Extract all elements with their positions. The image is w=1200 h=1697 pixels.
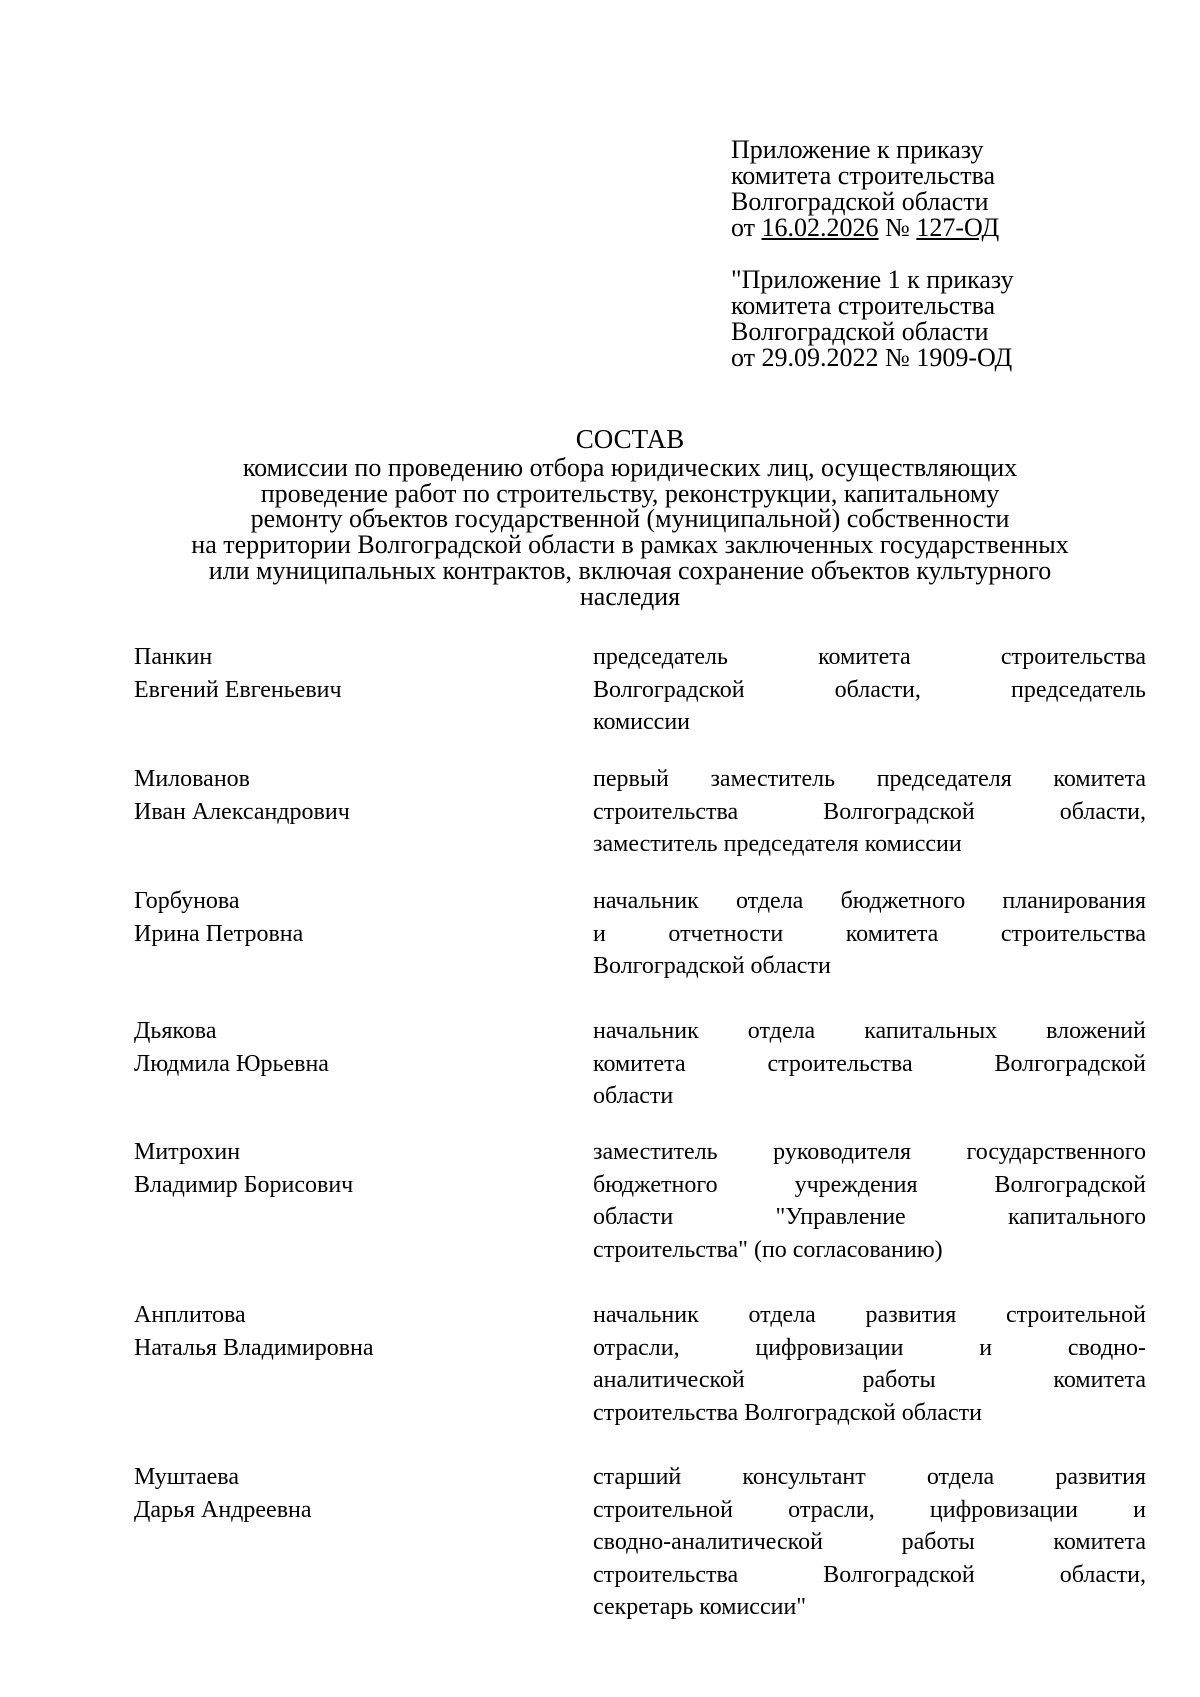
role-line: строительства Волгоградской области, <box>593 798 1146 825</box>
role-line: старший консультант отдела развития <box>593 1464 1146 1490</box>
header-date-line <box>731 215 1151 241</box>
title-line: наследия <box>579 581 681 611</box>
number-sign: № <box>878 213 917 242</box>
member-surname: Дьякова <box>134 1018 217 1044</box>
order-number: 127-ОД <box>916 213 1000 242</box>
member-surname: Панкин <box>134 644 213 670</box>
role-line: секретарь комиссии" <box>593 1594 807 1620</box>
role-line: начальник отдела капитальных вложений <box>593 1018 1146 1044</box>
appendix-header-previous <box>731 267 1151 371</box>
member-surname: Муштаева <box>134 1464 239 1490</box>
role-line: отрасли, цифровизации и сводно- <box>593 1334 1146 1361</box>
role-line: первый заместитель председателя комитета <box>593 766 1146 792</box>
title-line: комиссии по проведению отбора юридических лиц, осуществляющих <box>242 453 1018 482</box>
member-name <box>134 1461 574 1526</box>
document-title <box>120 425 1140 609</box>
title-line: на территории Волгоградской области в рамках заключенных государственных <box>191 530 1069 560</box>
role-line: строительства" (по согласованию) <box>593 1236 943 1263</box>
title-line: или муниципальных контрактов, включая сохранение объектов культурного <box>208 555 1052 585</box>
member-role <box>593 1136 1146 1266</box>
role-line: комитета строительства Волгоградской <box>593 1050 1146 1077</box>
role-line: аналитической работы комитета <box>593 1367 1146 1393</box>
header-line: "Приложение 1 к приказу <box>731 265 1014 294</box>
appendix-header-current <box>731 137 1151 241</box>
role-line: и отчетности комитета строительства <box>593 920 1146 947</box>
header-line: комитета строительства <box>731 161 996 190</box>
order-date: 16.02.2026 <box>761 213 879 242</box>
role-line: Волгоградской области, председатель <box>593 676 1146 703</box>
member-given-name: Людмила Юрьевна <box>134 1050 329 1077</box>
title-line: ремонту объектов государственной (муниципальной) собственности <box>250 504 1010 534</box>
role-line: председатель комитета строительства <box>593 644 1146 670</box>
member-role <box>593 1015 1146 1113</box>
role-line: начальник отдела развития строительной <box>593 1302 1146 1328</box>
member-surname: Анплитова <box>134 1302 246 1328</box>
member-role <box>593 763 1146 861</box>
member-surname: Милованов <box>134 766 251 792</box>
member-name <box>134 885 574 950</box>
member-given-name: Владимир Борисович <box>134 1171 354 1198</box>
header-line: Волгоградской области <box>731 187 989 216</box>
member-surname: Митрохин <box>134 1139 241 1165</box>
header-line: комитета строительства <box>731 291 996 320</box>
role-line: строительной отрасли, цифровизации и <box>593 1496 1146 1523</box>
member-given-name: Иван Александрович <box>134 798 350 825</box>
title-line: проведение работ по строительству, реконструкции, капитальному <box>260 478 1000 508</box>
member-name <box>134 763 574 828</box>
header-line: от 29.09.2022 № 1909-ОД <box>731 343 1013 372</box>
member-role <box>593 641 1146 739</box>
member-given-name: Наталья Владимировна <box>134 1334 374 1361</box>
member-name <box>134 1299 574 1364</box>
date-prefix: от <box>731 213 762 242</box>
role-line: области <box>593 1083 674 1109</box>
role-line: строительства Волгоградской области, <box>593 1561 1146 1588</box>
member-role <box>593 1461 1146 1624</box>
member-role <box>593 1299 1146 1429</box>
member-name <box>134 1015 574 1080</box>
role-line: заместитель председателя комиссии <box>593 831 962 857</box>
role-line: начальник отдела бюджетного планирования <box>593 888 1146 914</box>
member-given-name: Дарья Андреевна <box>134 1496 312 1523</box>
role-line: сводно-аналитической работы комитета <box>593 1529 1146 1555</box>
role-line: области "Управление капитального <box>593 1204 1146 1230</box>
header-line: Приложение к приказу <box>731 135 984 164</box>
role-line: заместитель руководителя государственного <box>593 1139 1146 1165</box>
title-heading: СОСТАВ <box>575 424 685 454</box>
member-surname: Горбунова <box>134 888 240 914</box>
role-line: строительства Волгоградской области <box>593 1399 982 1426</box>
member-role <box>593 885 1146 983</box>
member-given-name: Евгений Евгеньевич <box>134 676 342 703</box>
member-name <box>134 641 574 706</box>
role-line: бюджетного учреждения Волгоградской <box>593 1171 1146 1198</box>
member-given-name: Ирина Петровна <box>134 920 304 947</box>
role-line: Волгоградской области <box>593 953 831 979</box>
role-line: комиссии <box>593 709 691 735</box>
member-name <box>134 1136 574 1201</box>
header-line: Волгоградской области <box>731 317 989 346</box>
